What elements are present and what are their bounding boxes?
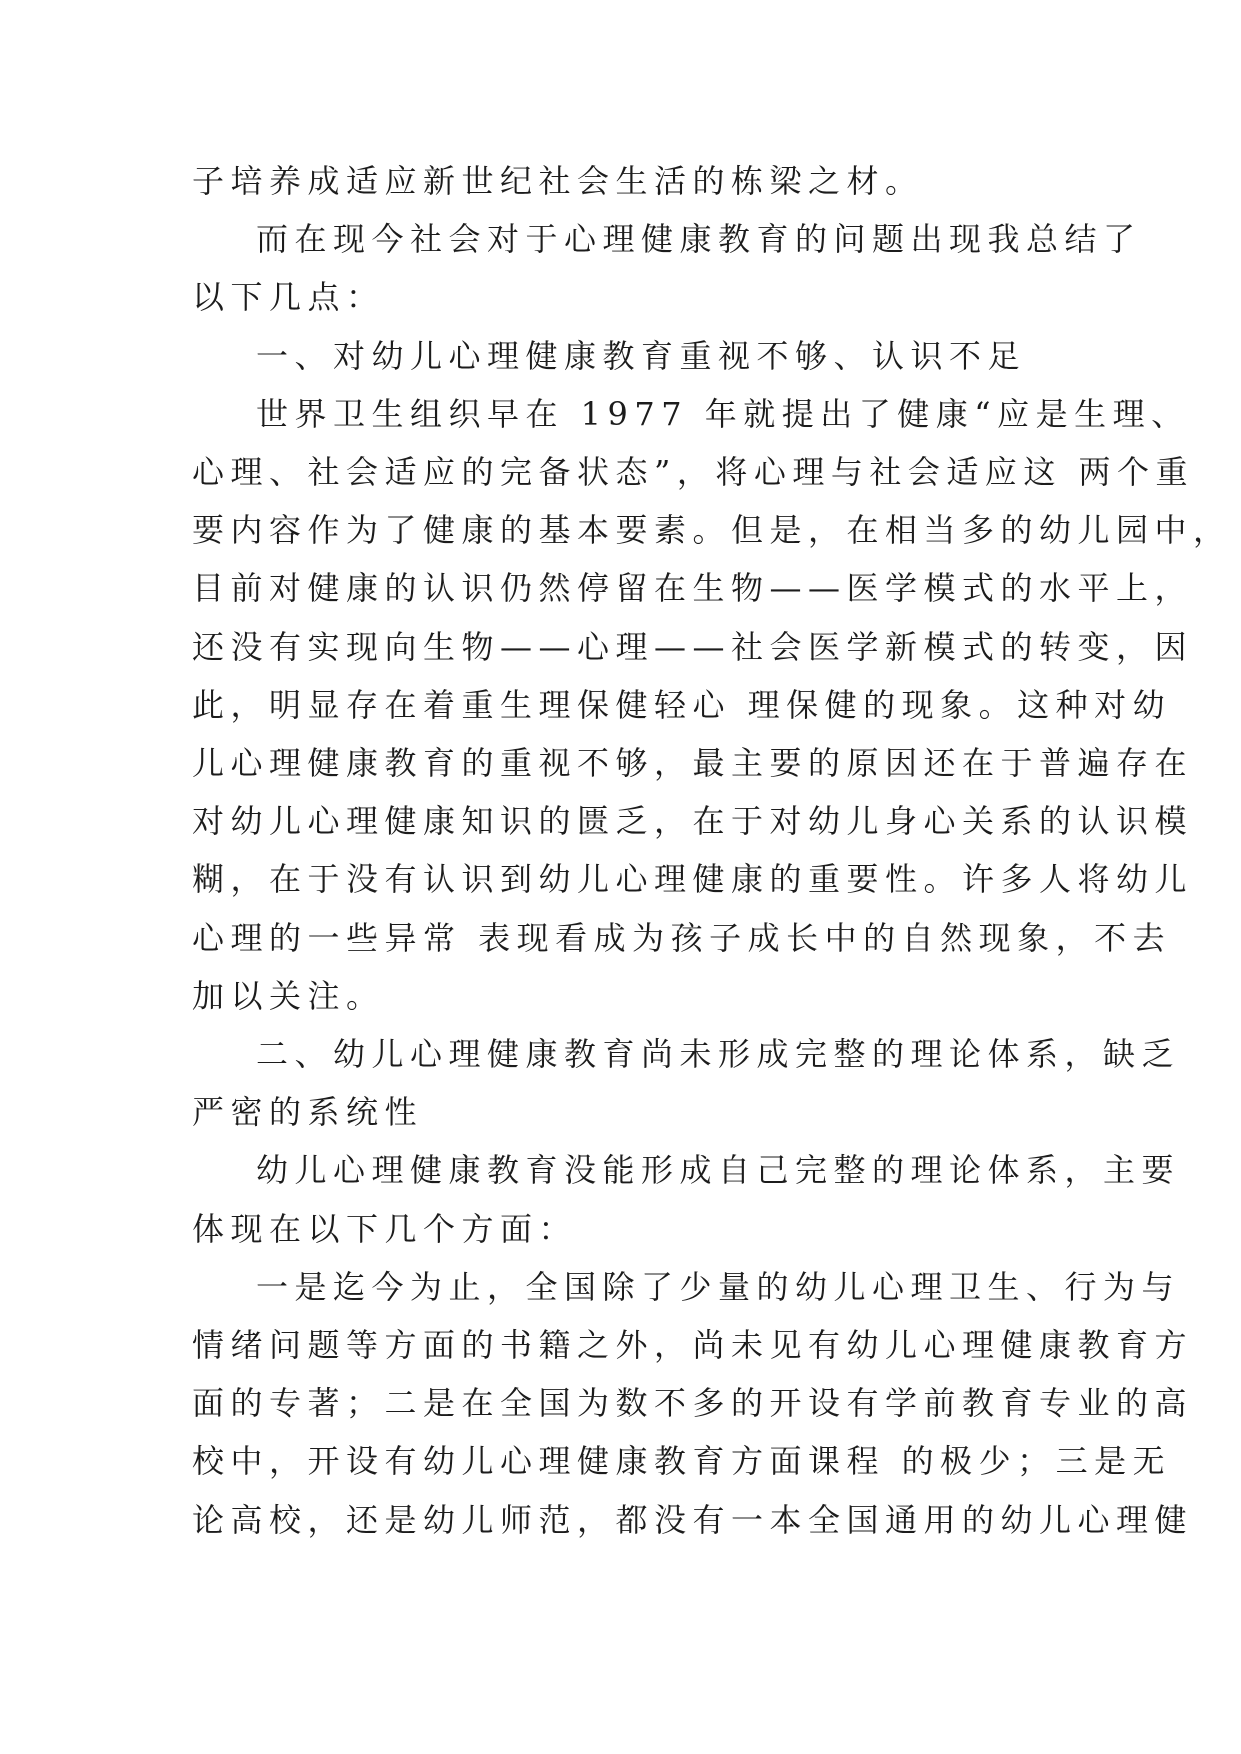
heading-line: 严密的系统性 (192, 1093, 424, 1132)
text-line: 糊，在于没有认识到幼儿心理健康的重要性。许多人将幼儿 (192, 860, 1194, 899)
text-line: 心理的一些异常 表现看成为孩子成长中的自然现象，不去 (192, 918, 1172, 957)
heading-line: 一、对幼儿心理健康教育重视不够、认识不足 (256, 336, 1027, 375)
text-line: 情绪问题等方面的书籍之外，尚未见有幼儿心理健康教育方 (192, 1326, 1194, 1365)
text-line: 一是迄今为止，全国除了少量的幼儿心理卫生、行为与 (256, 1267, 1181, 1306)
paragraph-section-2-body (192, 1258, 1194, 1549)
text-line: 儿心理健康教育的重视不够，最主要的原因还在于普遍存在 (192, 744, 1194, 783)
text-line: 心理、社会适应的完备状态”，将心理与社会适应这 两个重 (192, 453, 1195, 492)
text-line: 以下几点： (192, 278, 385, 317)
text-line: 子培养成适应新世纪社会生活的栋梁之材。 (192, 162, 924, 200)
text-line: 此，明显存在着重生理保健轻心 理保健的现象。这种对幼 (192, 685, 1172, 724)
text-line: 加以关注。 (192, 976, 385, 1015)
text-line: 世界卫生组织早在 1977 年就提出了健康“应是生理、 (256, 394, 1190, 433)
text-line: 还没有实现向生物——心理——社会医学新模式的转变，因 (192, 627, 1194, 666)
section-heading-2 (192, 1025, 1181, 1141)
text-line: 对幼儿心理健康知识的匮乏，在于对幼儿身心关系的认识模 (192, 802, 1194, 841)
text-line: 论高校，还是幼儿师范，都没有一本全国通用的幼儿心理健 (192, 1500, 1194, 1539)
paragraph-continuation (192, 152, 1052, 210)
text-line: 面的专著；二是在全国为数不多的开设有学前教育专业的高 (192, 1384, 1194, 1423)
text-line: 校中，开设有幼儿心理健康教育方面课程 的极少；三是无 (192, 1442, 1172, 1481)
document-body (192, 152, 1232, 1549)
text-line: 要内容作为了健康的基本要素。但是，在相当多的幼儿园中， (192, 511, 1232, 550)
paragraph-intro (192, 210, 1142, 326)
text-line: 而在现今社会对于心理健康教育的问题出现我总结了 (256, 220, 1142, 259)
paragraph-section-2-intro (192, 1141, 1181, 1257)
text-line: 幼儿心理健康教育没能形成自己完整的理论体系，主要 (256, 1151, 1181, 1190)
text-line: 体现在以下几个方面： (192, 1209, 578, 1248)
text-line: 目前对健康的认识仍然停留在生物——医学模式的水平上， (192, 569, 1194, 608)
section-heading-1 (192, 327, 1052, 385)
paragraph-section-1-body (192, 385, 1232, 1025)
heading-line: 二、幼儿心理健康教育尚未形成完整的理论体系，缺乏 (256, 1035, 1181, 1074)
